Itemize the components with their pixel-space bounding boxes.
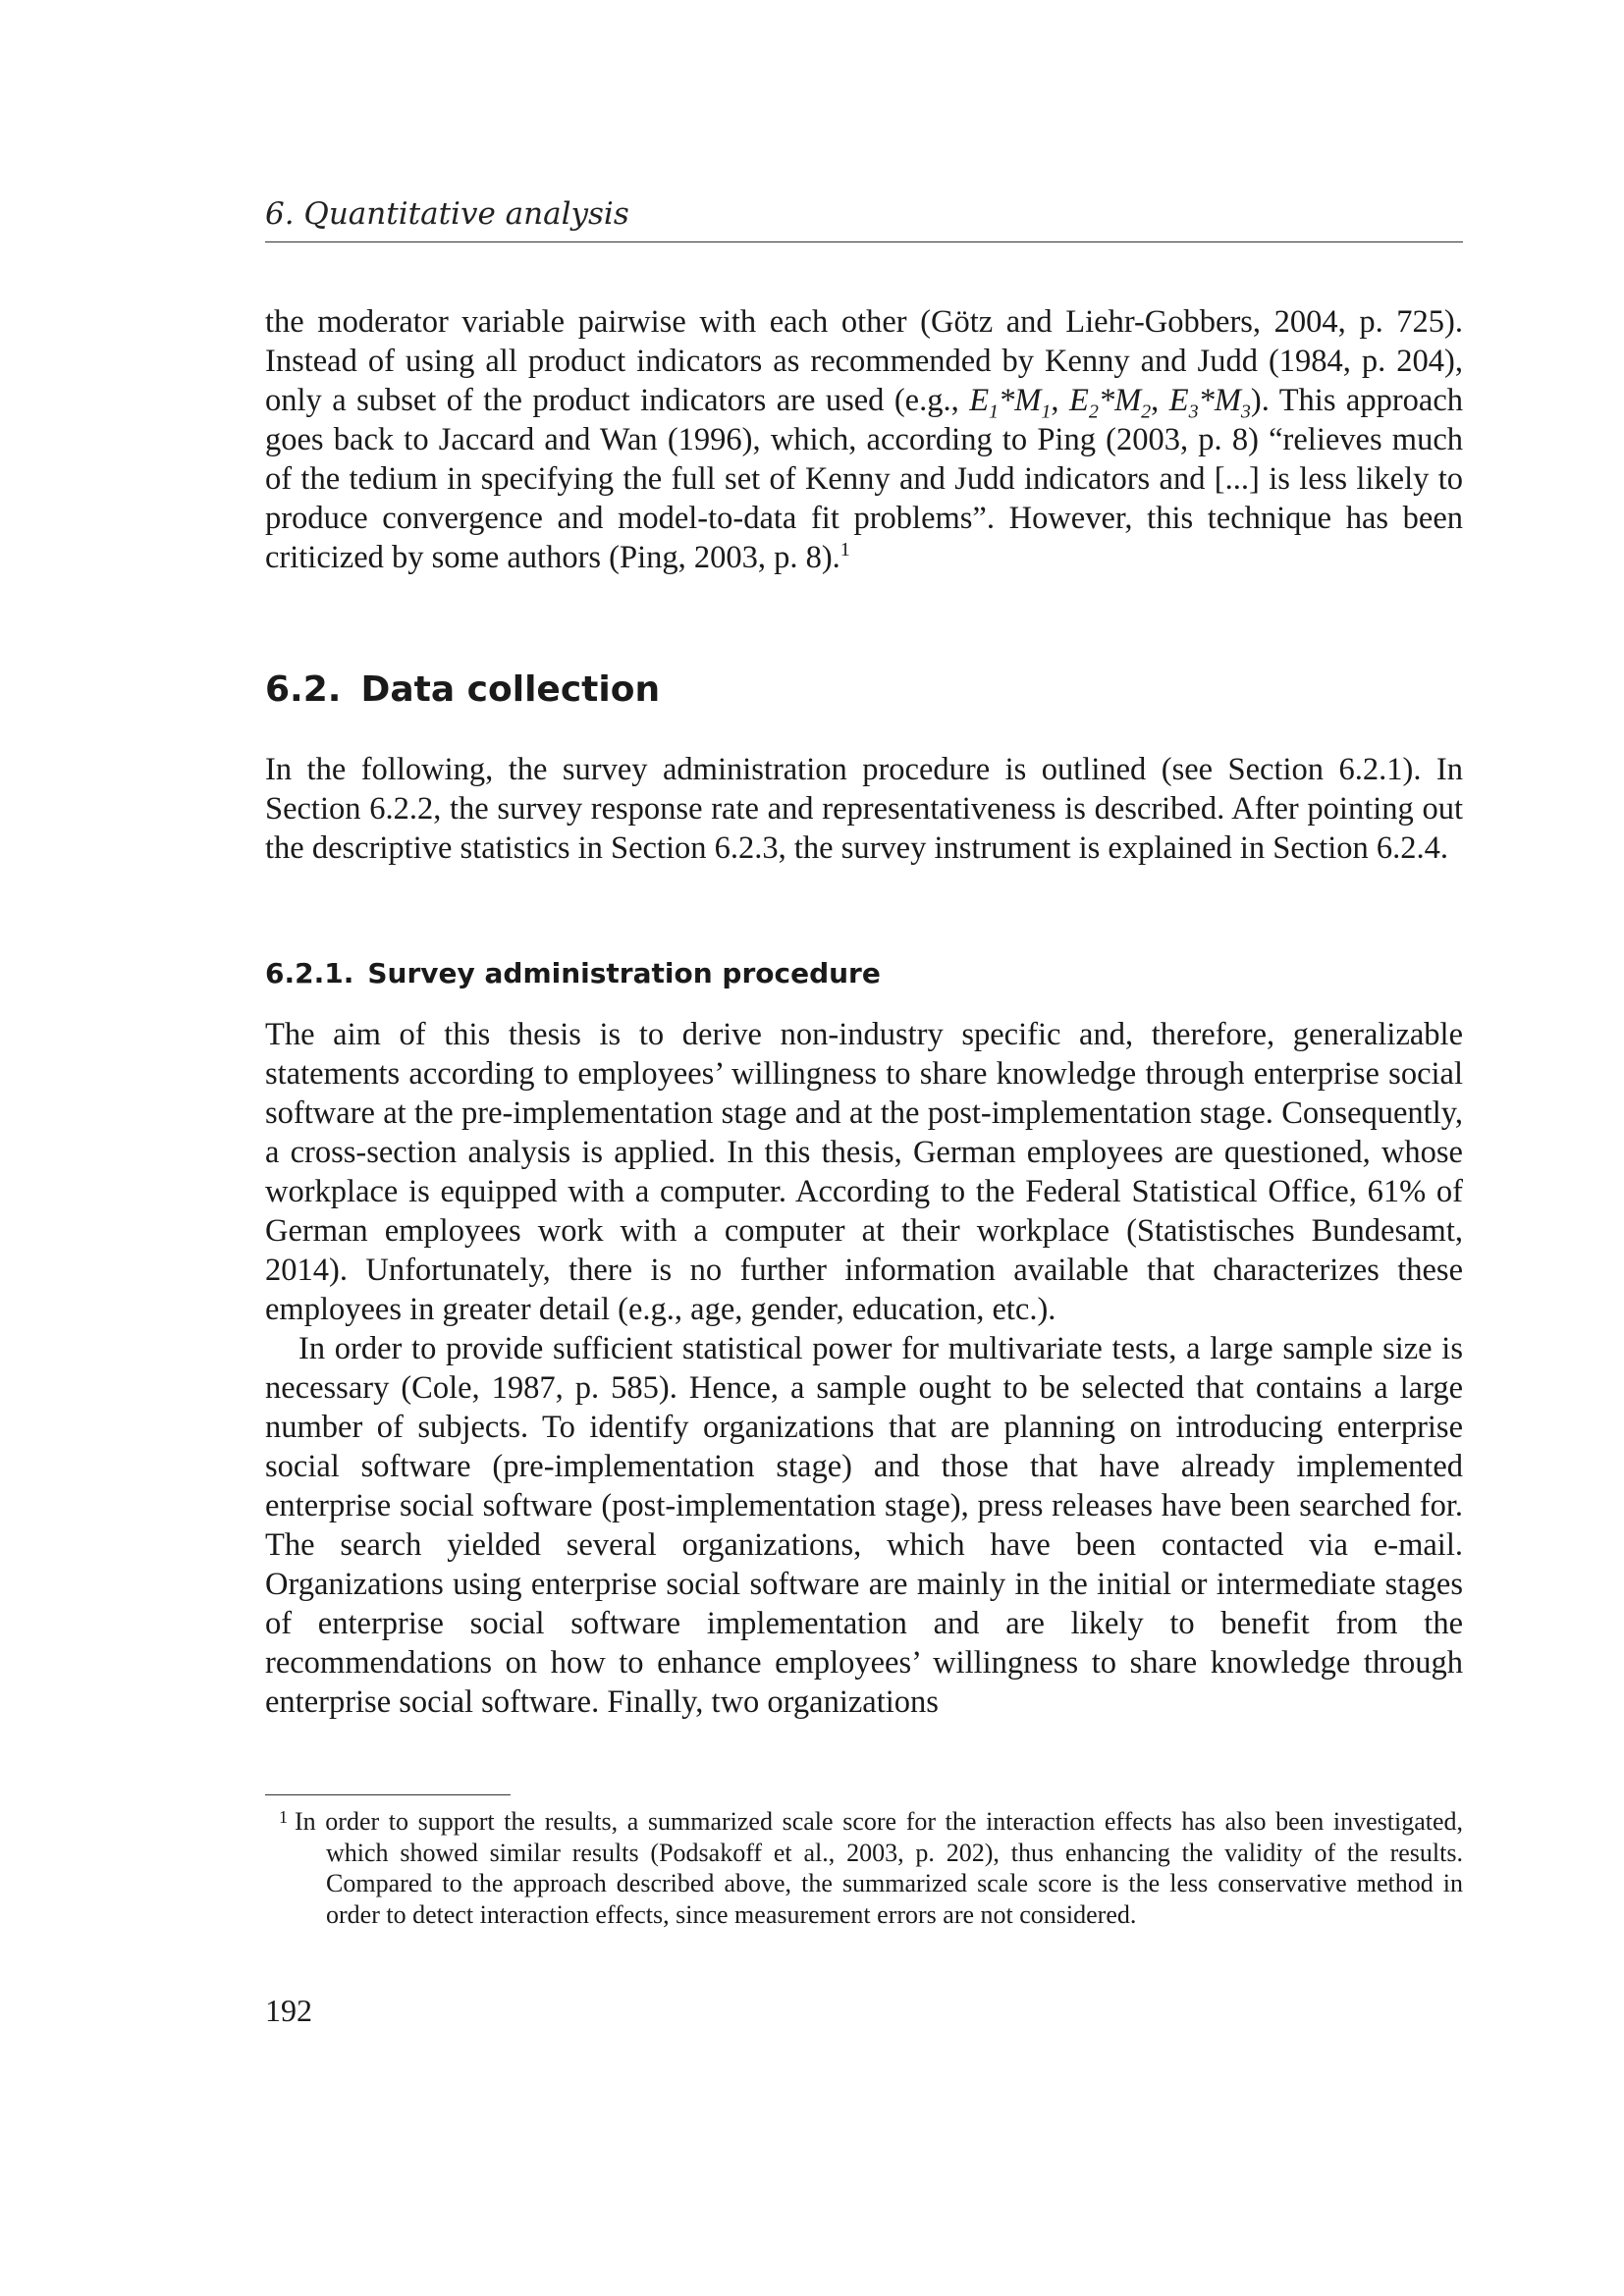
- subsection-title: Survey administration procedure: [367, 957, 881, 989]
- section-title: Data collection: [360, 669, 661, 710]
- paragraph-text: ). This approach goes back to Jaccard and Wan (1996), which, according to Ping (2003, p. 8) “relieves much of the tedium in specifying the full set of Kenny and Judd indicators and [...] is less likely to produce convergence and model-to-data fit problems”. However, this technique has been criticized by some authors (Ping, 2003, p. 8).: [265, 383, 1464, 575]
- section-heading: [265, 669, 660, 710]
- math-term: $E_1*M_1$: [969, 383, 1052, 423]
- running-head: 6. Quantitative analysis: [265, 196, 1463, 242]
- math-term: $E_2*M_2$: [1068, 383, 1152, 423]
- page-number: 192: [265, 1993, 312, 2028]
- footnote-rule: [265, 1794, 511, 1795]
- math-term: $E_3*M_3$: [1168, 383, 1251, 423]
- paragraph-interaction-indicators: the moderator variable pairwise with each other (Götz and Liehr-Gobbers, 2004, p. 725). Instead of using all product indicators as recommended by Kenny and Judd (1984, p. 204), only a subset of the product indicators are used (e.g., $E_1*M_1$, $E_2*M_2$, $E_3*M_3$). This approach goes back to Jaccard and Wan (1996), which, according to Ping (2003, p. 8) “relieves much of the tedium in specifying the full set of Kenny and Judd indicators and [...] is less likely to produce convergence and model-to-data fit problems”. However, this technique has been criticized by some authors (Ping, 2003, p. 8).$^1$: [265, 304, 1464, 575]
- footnote-reference: 1: [839, 539, 850, 561]
- paragraph-sample: In order to provide sufficient statistical power for multivariate tests, a large sample size is necessary (Cole, 1987, p. 585). Hence, a sample ought to be selected that contains a large number of subjects. To identify organizations that are planning on introducing enterprise social software (pre-implementation stage) and those that have already implemented enterprise social software (post-implementation stage), press releases have been searched for. The search yielded several organizations, which have been contacted via e-mail. Organizations using enterprise social software are mainly in the initial or intermediate stages of enterprise social software implementation and are likely to benefit from the recommendations on how to enhance employees’ willingness to share knowledge through enterprise social software. Finally, two organizations: [265, 1331, 1463, 1720]
- subsection-body: [265, 1015, 1463, 1722]
- section-number: 6.2.: [265, 669, 342, 710]
- footnote-mark: 1: [279, 1807, 288, 1827]
- paragraph-section-overview: In the following, the survey administration procedure is outlined (see Section 6.2.1). In Section 6.2.2, the survey response rate and representativeness is described. After pointing out the descriptive statistics in Section 6.2.3, the survey instrument is explained in Section 6.2.4.: [265, 752, 1463, 866]
- paragraph-text: the moderator variable pairwise with each other (Götz and Liehr-Gobbers, 2004, p. 725). Instead of using all product indicators as recommended by Kenny and Judd (1984, p. 204), only a subset of the product indicators are used (e.g.,: [265, 304, 1463, 418]
- footnote: [265, 1806, 1463, 1930]
- subsection-number: 6.2.1.: [265, 957, 354, 989]
- subsection-heading: [265, 957, 881, 989]
- paragraph-aim: The aim of this thesis is to derive non-industry specific and, therefore, generalizable statements according to employees’ willingness to share knowledge through enterprise social software at the pre-implementation stage and at the post-implementation stage. Consequently, a cross-section analysis is applied. In this thesis, German employees are questioned, whose workplace is equipped with a computer. According to the Federal Statistical Office, 61% of German employees work with a computer at their workplace (Statistisches Bundesamt, 2014). Unfortunately, there is no further information available that characterizes these employees in greater detail (e.g., age, gender, education, etc.).: [265, 1017, 1463, 1327]
- footnote-text: In order to support the results, a summarized scale score for the interaction effects has also been investigated, which showed similar results (Podsakoff et al., 2003, p. 202), thus enhancing the validity of the results. Compared to the approach described above, the summarized scale score is the less conservative method in order to detect interaction effects, since measurement errors are not considered.: [295, 1807, 1463, 1929]
